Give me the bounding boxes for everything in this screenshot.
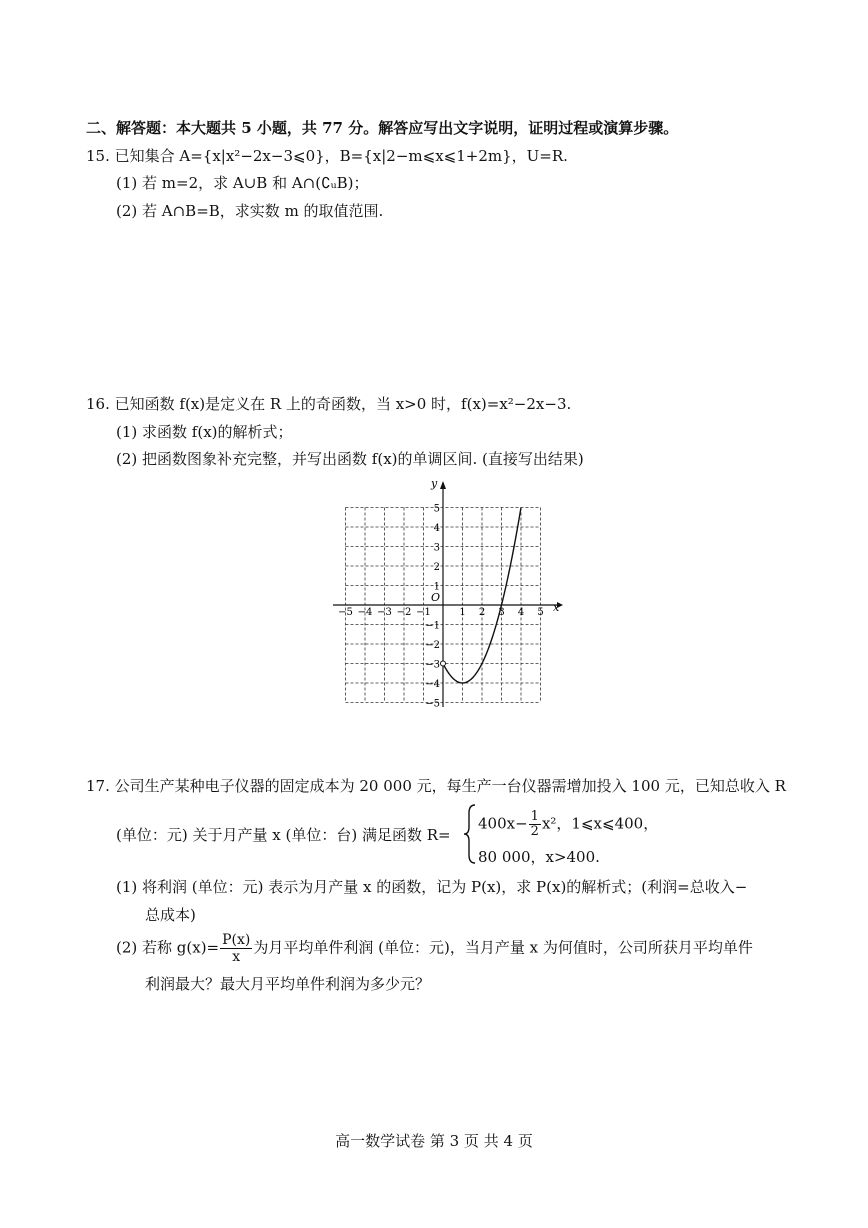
section-heading: 二、解答题：本大题共 5 小题，共 77 分。解答应写出文字说明，证明过程或演算步骤。 (86, 119, 679, 137)
y-tick-label: 4 (433, 523, 440, 534)
origin-label: O (431, 591, 441, 604)
q17-stem: 17. 公司生产某种电子仪器的固定成本为 20 000 元，每生产一台仪器需增加投入 100 元，已知总收入 R (86, 777, 786, 795)
y-tick-label: −1 (425, 620, 440, 632)
q17-part2-line1 (116, 932, 753, 965)
y-tick-label: −5 (425, 698, 440, 710)
x-tick-label: −2 (396, 607, 412, 618)
q17-case1-a: 400x− (478, 814, 528, 833)
y-axis-label: y (431, 477, 438, 490)
x-tick-label: 2 (478, 607, 486, 618)
x-axis-label: x (553, 601, 560, 614)
x-tick-label: −4 (357, 607, 373, 618)
page-footer: 高一数学试卷 第 3 页 共 4 页 (335, 1132, 533, 1150)
x-tick-label: 5 (537, 607, 544, 618)
piecewise-brace (463, 803, 477, 865)
x-tick-label: 1 (459, 607, 466, 618)
q15-part2: (2) 若 A∩B=B，求实数 m 的取值范围. (116, 202, 384, 220)
open-point (441, 661, 446, 666)
x-tick-label: −5 (338, 607, 353, 618)
y-axis-arrow (440, 481, 446, 489)
y-tick-label: −4 (425, 679, 440, 690)
q17-case2: 80 000，x>400. (478, 848, 600, 866)
q15-stem: 15. 已知集合 A={x|x²−2x−3⩽0}，B={x|2−m⩽x⩽1+2m}，U=R. (86, 147, 568, 165)
q17-part2-a: (2) 若称 g(x)= (116, 938, 220, 957)
q17-case1-b: x²，1⩽x⩽400， (541, 814, 659, 833)
q16-part1: (1) 求函数 f(x)的解析式； (116, 423, 293, 441)
q17-part1-line1: (1) 将利润 (单位：元) 表示为月产量 x 的函数，记为 P(x)，求 P(x)的解析式；(利润=总收入− (116, 878, 748, 896)
q17-line2: (单位：元) 关于月产量 x (单位：台) 满足函数 R= (116, 826, 451, 844)
q15-part1: (1) 若 m=2，求 A∪B 和 A∩(∁ᵤB)； (116, 174, 369, 192)
q17-part2-b: 为月平均单件利润 (单位：元)，当月产量 x 为何值时，公司所获月平均单件 (253, 938, 753, 957)
q17-part2-line2: 利润最大？最大月平均单件利润为多少元？ (145, 975, 431, 993)
y-tick-label: 3 (433, 542, 440, 554)
x-tick-label: 4 (517, 607, 525, 618)
x-tick-label: −3 (377, 607, 392, 618)
q17-case1-frac-den: 2 (530, 824, 539, 839)
q16-stem: 16. 已知函数 f(x)是定义在 R 上的奇函数，当 x>0 时，f(x)=x²−2x−3. (86, 395, 572, 413)
y-tick-label: 5 (433, 503, 440, 515)
y-tick-label: −2 (425, 640, 440, 651)
y-tick-label: −3 (425, 659, 440, 671)
q17-part2-fraction (220, 932, 252, 965)
q17-part1-line2: 总成本) (145, 906, 196, 924)
q17-case1-fraction (529, 810, 541, 839)
y-tick-label: 1 (433, 581, 440, 593)
q17-part2-frac-num: P(x) (222, 932, 251, 948)
q16-part2: (2) 把函数图象补充完整，并写出函数 f(x)的单调区间. (直接写出结果) (116, 450, 584, 468)
q17-case1-frac-num: 1 (530, 809, 539, 824)
y-tick-label: 2 (433, 562, 440, 573)
q17-case1 (478, 810, 658, 839)
x-tick-label: −1 (416, 607, 431, 618)
function-graph (325, 475, 570, 715)
x-tick-label: 3 (498, 607, 505, 618)
q17-part2-frac-den: x (232, 949, 241, 965)
